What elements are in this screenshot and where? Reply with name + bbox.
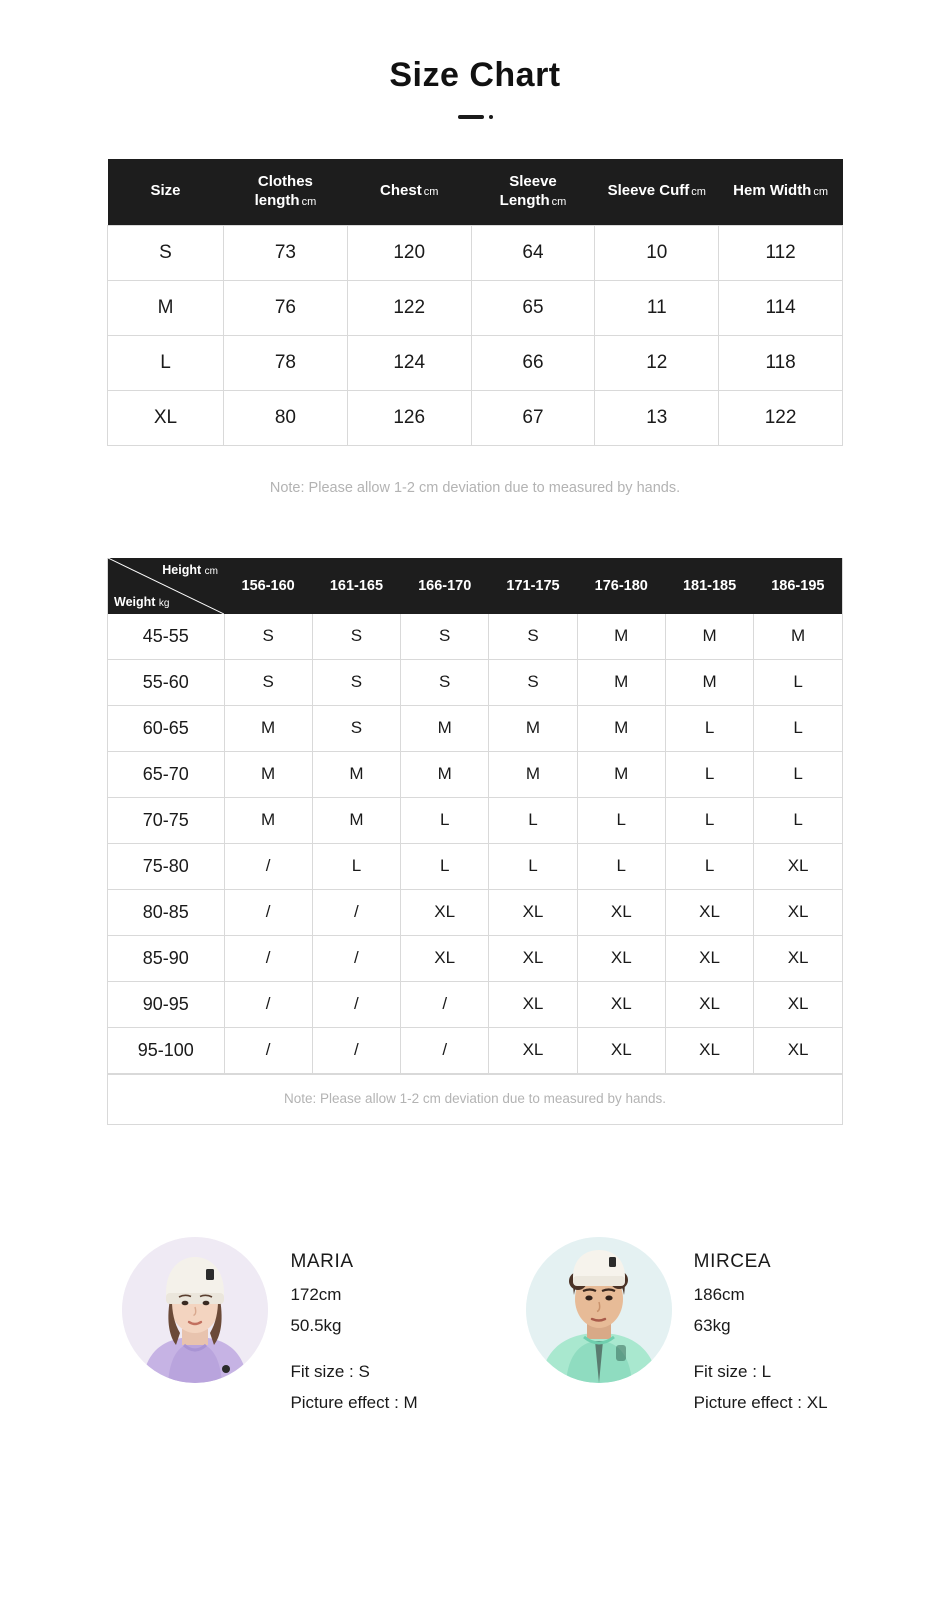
fit-size-cell: M: [577, 659, 665, 705]
fit-size-cell: /: [224, 843, 312, 889]
cell-sleeve-length: 67: [471, 390, 595, 445]
table-row: [108, 935, 842, 981]
table-row: [108, 751, 842, 797]
cell-chest: 126: [347, 390, 471, 445]
height-range-header: 166-170: [401, 558, 489, 614]
cell-size: M: [108, 280, 224, 335]
model-height: 186cm: [693, 1284, 745, 1304]
cell-hem-width: 118: [719, 335, 843, 390]
model-reference-section: [0, 1237, 950, 1424]
cell-clothes-length: 80: [224, 390, 348, 445]
model-photo-maria: [122, 1237, 268, 1383]
fit-size-cell: M: [224, 751, 312, 797]
weight-range-cell: 80-85: [108, 889, 224, 935]
cell-sleeve-length: 65: [471, 280, 595, 335]
fit-size-cell: L: [577, 843, 665, 889]
fit-size-cell: M: [489, 751, 577, 797]
fit-size-cell: L: [665, 843, 753, 889]
table-row: [108, 225, 843, 280]
height-range-header: 171-175: [489, 558, 577, 614]
cell-size: L: [108, 335, 224, 390]
height-axis-label: Height cm: [162, 562, 218, 577]
fit-size-cell: XL: [754, 843, 842, 889]
fit-size-cell: L: [489, 843, 577, 889]
fit-size-cell: XL: [665, 981, 753, 1027]
table-row: [108, 335, 843, 390]
fit-size-cell: XL: [754, 981, 842, 1027]
fit-size-cell: M: [401, 705, 489, 751]
size-table-header-row: [108, 159, 843, 225]
weight-range-cell: 70-75: [108, 797, 224, 843]
weight-range-cell: 60-65: [108, 705, 224, 751]
table-row: [108, 390, 843, 445]
fit-size-cell: L: [665, 751, 753, 797]
height-range-header: 181-185: [665, 558, 753, 614]
avatar: [526, 1237, 672, 1383]
fit-size-cell: /: [312, 935, 400, 981]
fit-size-cell: /: [401, 1027, 489, 1073]
model-fit-size: Fit size : L: [693, 1361, 772, 1381]
fit-size-cell: M: [312, 797, 400, 843]
col-sleeve-length: Sleeve Length cm: [471, 159, 595, 225]
fit-size-cell: M: [577, 614, 665, 660]
cell-size: XL: [108, 390, 224, 445]
fit-size-cell: XL: [577, 935, 665, 981]
weight-range-cell: 85-90: [108, 935, 224, 981]
fit-size-cell: S: [224, 659, 312, 705]
fit-size-cell: M: [577, 751, 665, 797]
table-row: [108, 797, 842, 843]
cell-clothes-length: 78: [224, 335, 348, 390]
fit-size-cell: L: [312, 843, 400, 889]
fit-size-cell: S: [401, 659, 489, 705]
fit-size-cell: L: [401, 797, 489, 843]
fit-size-cell: L: [665, 797, 753, 843]
fit-matrix-head: [108, 558, 842, 614]
fit-size-cell: M: [224, 797, 312, 843]
weight-range-cell: 75-80: [108, 843, 224, 889]
cell-sleeve-length: 66: [471, 335, 595, 390]
divider-dot: [489, 115, 493, 119]
fit-size-cell: XL: [665, 1027, 753, 1073]
cell-clothes-length: 76: [224, 280, 348, 335]
fit-size-cell: XL: [665, 935, 753, 981]
table-row: [108, 981, 842, 1027]
fit-size-cell: /: [312, 981, 400, 1027]
fit-size-cell: S: [312, 659, 400, 705]
col-hem-width: Hem Width cm: [719, 159, 843, 225]
fit-matrix-body: [108, 614, 842, 1074]
fit-matrix-note: Note: Please allow 1-2 cm deviation due to measured by hands.: [108, 1074, 842, 1124]
model-card-maria: [122, 1237, 417, 1424]
col-clothes-length: Clothes length cm: [224, 159, 348, 225]
fit-size-cell: XL: [489, 981, 577, 1027]
fit-size-cell: XL: [754, 1027, 842, 1073]
fit-size-cell: L: [665, 705, 753, 751]
divider-bar: [458, 115, 484, 119]
size-table-body: [108, 225, 843, 445]
fit-size-cell: L: [754, 705, 842, 751]
model-info-maria: [290, 1237, 417, 1424]
fit-matrix-header-row: [108, 558, 842, 614]
col-size: Size: [108, 159, 224, 225]
size-chart-page: [0, 56, 950, 1424]
fit-size-cell: XL: [401, 935, 489, 981]
cell-chest: 122: [347, 280, 471, 335]
size-table-container: [107, 159, 843, 446]
model-weight: 50.5kg: [290, 1315, 342, 1335]
fit-size-cell: M: [312, 751, 400, 797]
col-chest: Chest cm: [347, 159, 471, 225]
fit-size-cell: XL: [401, 889, 489, 935]
fit-size-cell: XL: [489, 889, 577, 935]
fit-size-cell: L: [754, 797, 842, 843]
fit-size-cell: /: [312, 1027, 400, 1073]
fit-size-cell: L: [577, 797, 665, 843]
fit-matrix-container: [107, 558, 843, 1125]
fit-size-cell: S: [489, 659, 577, 705]
fit-size-cell: S: [224, 614, 312, 660]
model-picture-effect: Picture effect : XL: [693, 1392, 828, 1412]
cell-hem-width: 122: [719, 390, 843, 445]
cell-sleeve-cuff: 10: [595, 225, 719, 280]
fit-size-cell: M: [577, 705, 665, 751]
weight-range-cell: 55-60: [108, 659, 224, 705]
fit-size-cell: S: [401, 614, 489, 660]
fit-size-cell: L: [401, 843, 489, 889]
fit-size-cell: XL: [577, 889, 665, 935]
fit-size-cell: /: [224, 935, 312, 981]
table-row: [108, 614, 842, 660]
fit-size-cell: XL: [665, 889, 753, 935]
fit-size-cell: /: [312, 889, 400, 935]
fit-size-cell: /: [224, 1027, 312, 1073]
fit-size-cell: XL: [577, 981, 665, 1027]
table-row: [108, 1027, 842, 1073]
table-row: [108, 659, 842, 705]
model-photo-mircea: [526, 1237, 672, 1383]
fit-size-cell: XL: [489, 935, 577, 981]
cell-chest: 120: [347, 225, 471, 280]
weight-range-cell: 45-55: [108, 614, 224, 660]
weight-range-cell: 95-100: [108, 1027, 224, 1073]
fit-size-cell: XL: [754, 889, 842, 935]
model-fit-size: Fit size : S: [290, 1361, 370, 1381]
model-name: MIRCEA: [693, 1250, 772, 1272]
weight-range-cell: 65-70: [108, 751, 224, 797]
title-divider: [0, 115, 950, 119]
fit-size-cell: M: [754, 614, 842, 660]
table-row: [108, 889, 842, 935]
fit-size-cell: S: [312, 614, 400, 660]
cell-sleeve-cuff: 11: [595, 280, 719, 335]
cell-clothes-length: 73: [224, 225, 348, 280]
fit-size-cell: /: [224, 981, 312, 1027]
matrix-corner-header: [108, 558, 224, 614]
col-sleeve-cuff: Sleeve Cuff cm: [595, 159, 719, 225]
height-range-header: 161-165: [312, 558, 400, 614]
cell-sleeve-cuff: 13: [595, 390, 719, 445]
model-name: MARIA: [290, 1250, 354, 1272]
weight-axis-label: Weight kg: [114, 594, 170, 609]
model-picture-effect: Picture effect : M: [290, 1392, 418, 1412]
fit-size-cell: L: [489, 797, 577, 843]
page-title: Size Chart: [389, 56, 561, 94]
height-range-header: 176-180: [577, 558, 665, 614]
fit-size-cell: XL: [754, 935, 842, 981]
cell-hem-width: 114: [719, 280, 843, 335]
table-row: [108, 843, 842, 889]
fit-size-cell: XL: [577, 1027, 665, 1073]
fit-size-cell: M: [665, 614, 753, 660]
cell-sleeve-length: 64: [471, 225, 595, 280]
fit-size-cell: /: [224, 889, 312, 935]
height-range-header: 186-195: [754, 558, 842, 614]
fit-size-cell: L: [754, 751, 842, 797]
cell-hem-width: 112: [719, 225, 843, 280]
fit-size-cell: S: [489, 614, 577, 660]
size-measurement-table: [107, 159, 843, 446]
fit-size-cell: S: [312, 705, 400, 751]
fit-size-cell: M: [401, 751, 489, 797]
fit-size-cell: M: [665, 659, 753, 705]
size-table-head: [108, 159, 843, 225]
cell-sleeve-cuff: 12: [595, 335, 719, 390]
avatar: [122, 1237, 268, 1383]
fit-size-cell: M: [224, 705, 312, 751]
table-row: [108, 280, 843, 335]
model-info-mircea: [694, 1237, 828, 1424]
size-table-note: Note: Please allow 1-2 cm deviation due to measured by hands.: [269, 479, 681, 496]
fit-size-cell: /: [401, 981, 489, 1027]
cell-size: S: [108, 225, 224, 280]
model-weight: 63kg: [693, 1315, 731, 1335]
fit-size-cell: XL: [489, 1027, 577, 1073]
cell-chest: 124: [347, 335, 471, 390]
table-row: [108, 705, 842, 751]
height-range-header: 156-160: [224, 558, 312, 614]
fit-size-cell: L: [754, 659, 842, 705]
model-height: 172cm: [290, 1284, 342, 1304]
fit-size-cell: M: [489, 705, 577, 751]
fit-matrix-table: [108, 558, 842, 1074]
model-card-mircea: [526, 1237, 828, 1424]
weight-range-cell: 90-95: [108, 981, 224, 1027]
